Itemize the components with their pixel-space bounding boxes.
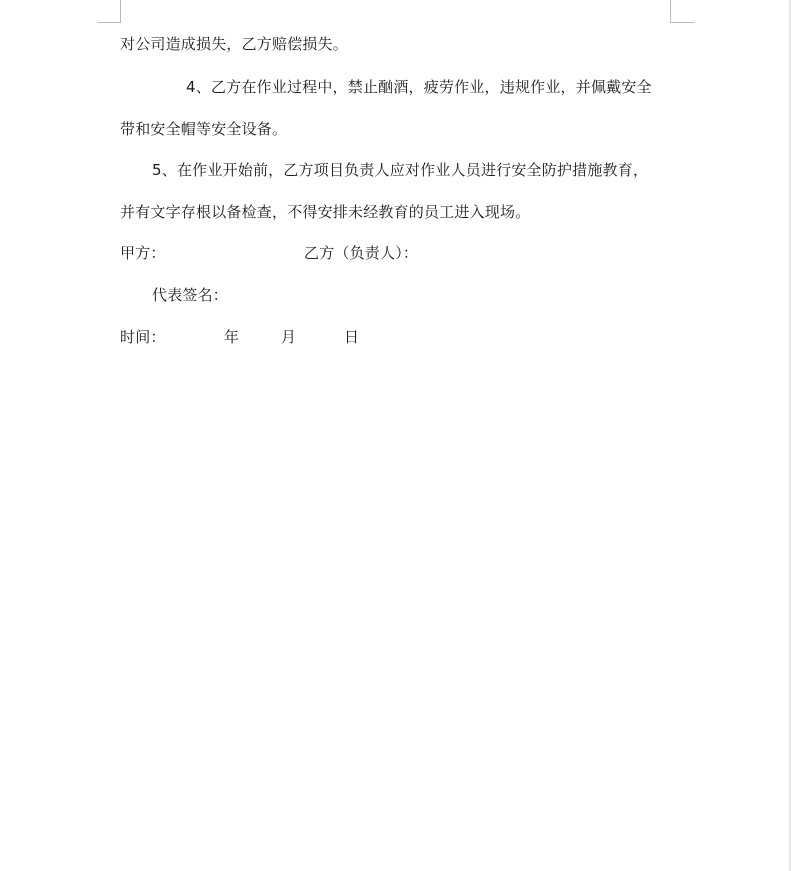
paragraph-item-5-continued: 并有文字存根以备检查，不得安排未经教育的员工进入现场。 (120, 203, 531, 221)
representative-signature-label: 代表签名： (152, 286, 229, 304)
time-label: 时间： (120, 328, 166, 346)
year-label: 年 (224, 328, 240, 346)
crop-mark-top-left (98, 0, 121, 23)
paragraph-item-4-continued: 带和安全帽等安全设备。 (120, 120, 288, 138)
paragraph-loss-compensation: 对公司造成损失，乙方赔偿损失。 (120, 35, 349, 53)
month-label: 月 (281, 328, 297, 346)
paragraph-item-4: 4、乙方在作业过程中，禁止酗酒，疲劳作业，违规作业，并佩戴安全 (186, 78, 652, 96)
party-a-label: 甲方： (120, 244, 166, 262)
crop-mark-top-right (670, 0, 694, 23)
paragraph-item-5: 5、在作业开始前，乙方项目负责人应对作业人员进行安全防护措施教育， (152, 161, 649, 179)
day-label: 日 (344, 328, 360, 346)
party-b-label: 乙方（负责人）： (304, 244, 419, 262)
